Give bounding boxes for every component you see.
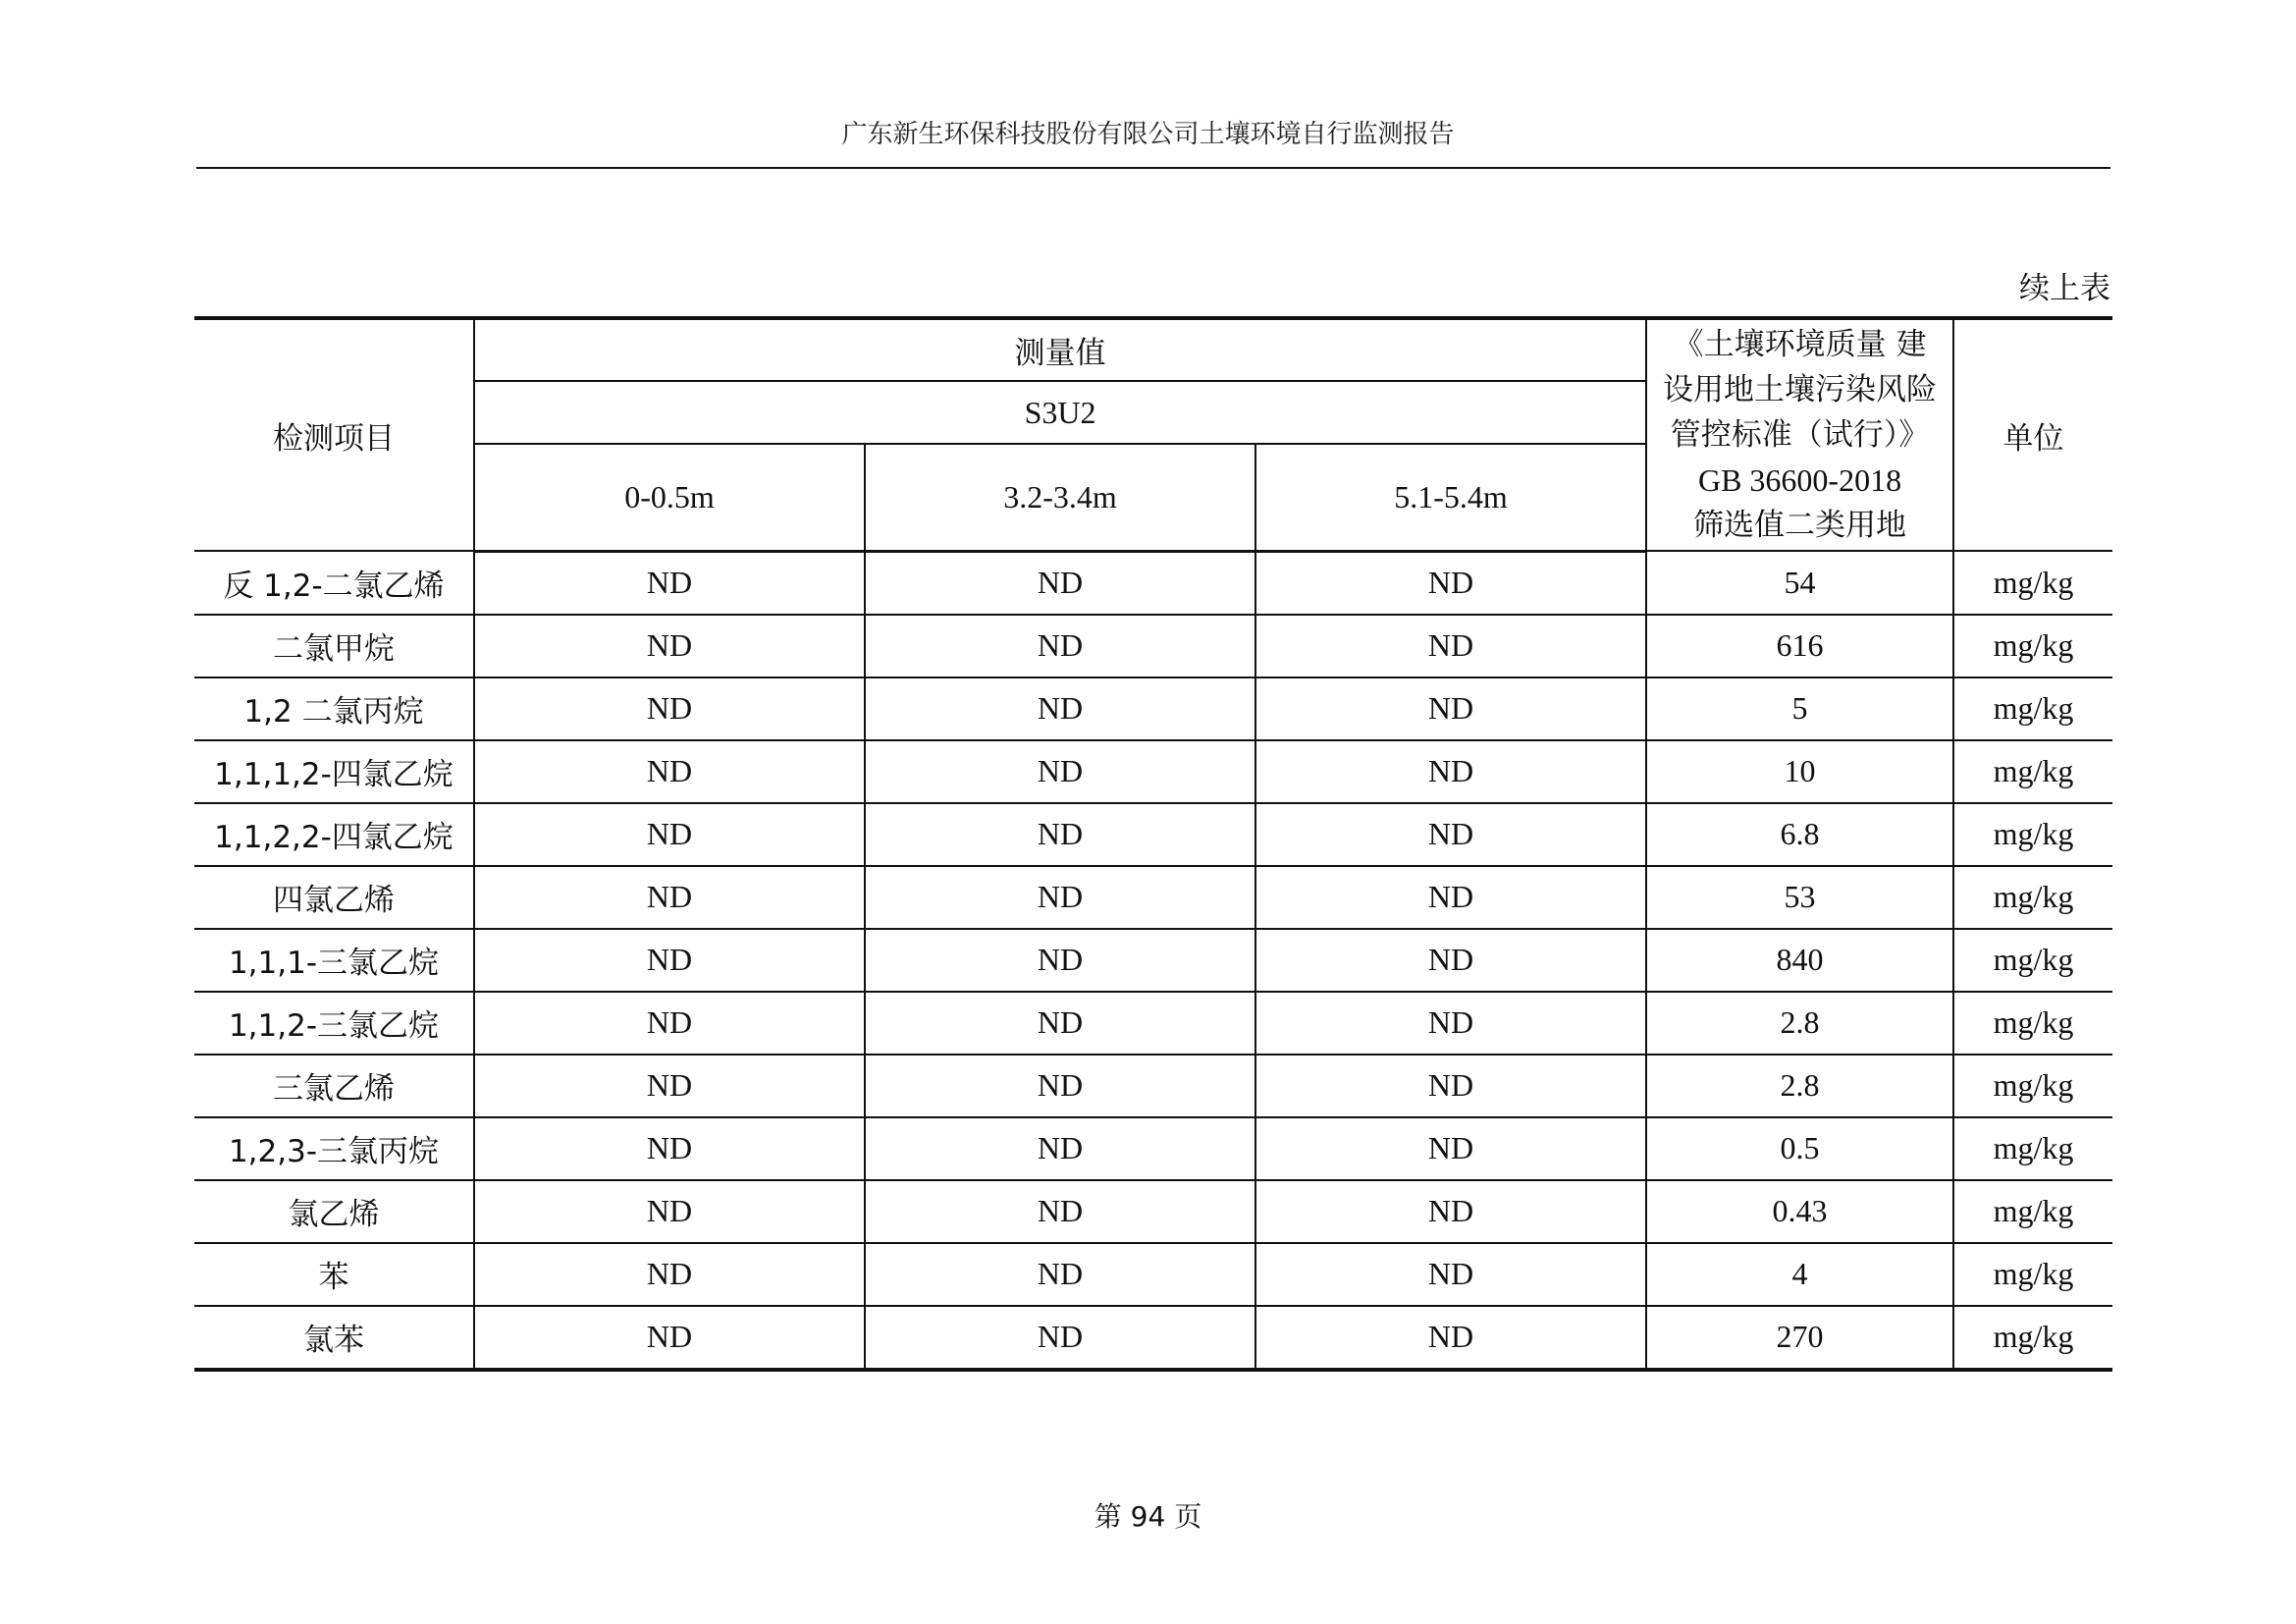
row-value-depth-1: ND [474,992,865,1055]
row-value-depth-2: ND [865,1243,1255,1306]
header-standard [1646,318,1953,551]
row-value-depth-2: ND [865,740,1255,803]
table-row [194,992,2112,1055]
row-item: 二氯甲烷 [194,615,474,677]
row-value-depth-1: ND [474,866,865,929]
row-unit: mg/kg [1953,1306,2112,1370]
row-standard-value: 0.43 [1646,1180,1953,1243]
row-value-depth-3: ND [1255,677,1646,740]
table-row [194,1180,2112,1243]
row-value-depth-1: ND [474,1117,865,1180]
row-value-depth-2: ND [865,1306,1255,1370]
row-value-depth-1: ND [474,551,865,615]
table-row [194,803,2112,866]
header-divider [196,167,2110,169]
row-item: 1,2 二氯丙烷 [194,677,474,740]
row-value-depth-3: ND [1255,740,1646,803]
row-standard-value: 4 [1646,1243,1953,1306]
row-unit: mg/kg [1953,1055,2112,1117]
report-header-title: 广东新生环保科技股份有限公司土壤环境自行监测报告 [841,120,1455,149]
row-unit: mg/kg [1953,803,2112,866]
row-value-depth-2: ND [865,677,1255,740]
header-measured-value: 测量值 [474,318,1646,381]
standard-line-1: 《土壤环境质量 建 [1673,327,1927,362]
row-standard-value: 616 [1646,615,1953,677]
row-value-depth-2: ND [865,551,1255,615]
row-value-depth-1: ND [474,615,865,677]
standard-line-4: GB 36600-2018 [1697,462,1902,498]
row-unit: mg/kg [1953,677,2112,740]
row-value-depth-3: ND [1255,866,1646,929]
row-value-depth-3: ND [1255,929,1646,992]
row-item: 氯苯 [194,1306,474,1370]
table-row [194,615,2112,677]
row-value-depth-1: ND [474,1306,865,1370]
row-item: 1,1,1,2-四氯乙烷 [194,740,474,803]
header-depth-2: 3.2-3.4m [865,444,1255,551]
table-row [194,677,2112,740]
row-standard-value: 5 [1646,677,1953,740]
row-unit: mg/kg [1953,740,2112,803]
table-row [194,551,2112,615]
table-row [194,1306,2112,1370]
table-row [194,740,2112,803]
row-item: 三氯乙烯 [194,1055,474,1117]
row-value-depth-3: ND [1255,615,1646,677]
row-value-depth-3: ND [1255,551,1646,615]
header-depth-3: 5.1-5.4m [1255,444,1646,551]
row-item: 苯 [194,1243,474,1306]
header-unit: 单位 [1953,318,2112,551]
continued-label: 续上表 [2019,271,2110,306]
row-unit: mg/kg [1953,1243,2112,1306]
header-test-item: 检测项目 [194,318,474,551]
row-item: 1,1,2,2-四氯乙烷 [194,803,474,866]
row-unit: mg/kg [1953,929,2112,992]
row-value-depth-2: ND [865,992,1255,1055]
row-value-depth-3: ND [1255,1306,1646,1370]
row-value-depth-2: ND [865,929,1255,992]
row-standard-value: 10 [1646,740,1953,803]
row-standard-value: 270 [1646,1306,1953,1370]
row-value-depth-3: ND [1255,1055,1646,1117]
standard-line-2: 设用地土壤污染风险 [1663,372,1938,407]
page-number: 第 94 页 [1094,1500,1202,1533]
row-standard-value: 840 [1646,929,1953,992]
row-unit: mg/kg [1953,1117,2112,1180]
header-depth-1: 0-0.5m [474,444,865,551]
row-item: 1,2,3-三氯丙烷 [194,1117,474,1180]
row-value-depth-1: ND [474,677,865,740]
row-item: 氯乙烯 [194,1180,474,1243]
row-unit: mg/kg [1953,615,2112,677]
row-standard-value: 0.5 [1646,1117,1953,1180]
monitoring-results-table [194,316,2112,1372]
row-value-depth-1: ND [474,929,865,992]
table-row [194,1055,2112,1117]
row-value-depth-3: ND [1255,992,1646,1055]
row-unit: mg/kg [1953,551,2112,615]
row-value-depth-1: ND [474,1180,865,1243]
row-value-depth-2: ND [865,1180,1255,1243]
header-sample-id: S3U2 [474,381,1646,444]
row-item: 反 1,2-二氯乙烯 [194,551,474,615]
row-standard-value: 2.8 [1646,992,1953,1055]
row-unit: mg/kg [1953,866,2112,929]
table-row [194,866,2112,929]
row-value-depth-1: ND [474,803,865,866]
row-standard-value: 2.8 [1646,1055,1953,1117]
row-item: 1,1,2-三氯乙烷 [194,992,474,1055]
row-value-depth-2: ND [865,1117,1255,1180]
row-standard-value: 53 [1646,866,1953,929]
row-unit: mg/kg [1953,1180,2112,1243]
row-value-depth-2: ND [865,615,1255,677]
row-value-depth-1: ND [474,1055,865,1117]
row-item: 1,1,1-三氯乙烷 [194,929,474,992]
row-value-depth-3: ND [1255,1180,1646,1243]
table-row [194,929,2112,992]
table-row [194,1117,2112,1180]
row-standard-value: 6.8 [1646,803,1953,866]
row-value-depth-2: ND [865,1055,1255,1117]
row-item: 四氯乙烯 [194,866,474,929]
table-row [194,1243,2112,1306]
row-standard-value: 54 [1646,551,1953,615]
standard-line-3: 管控标准（试行）》 [1670,417,1930,453]
row-value-depth-2: ND [865,866,1255,929]
row-value-depth-3: ND [1255,1117,1646,1180]
row-value-depth-3: ND [1255,803,1646,866]
row-value-depth-1: ND [474,740,865,803]
row-unit: mg/kg [1953,992,2112,1055]
row-value-depth-1: ND [474,1243,865,1306]
standard-line-5: 筛选值二类用地 [1693,508,1907,543]
row-value-depth-3: ND [1255,1243,1646,1306]
row-value-depth-2: ND [865,803,1255,866]
